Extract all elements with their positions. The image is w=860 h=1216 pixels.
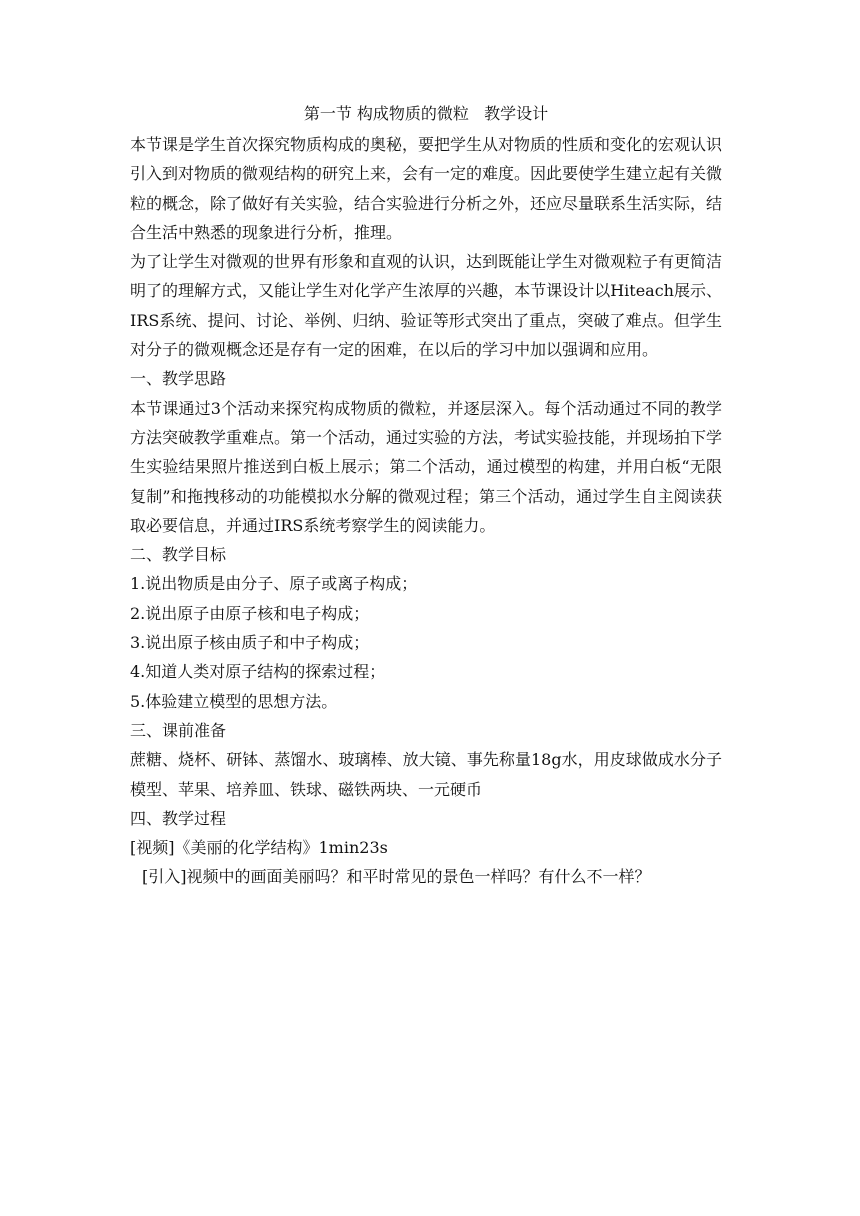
intro-paragraph-1: 本节课是学生首次探究物质构成的奥秘，要把学生从对物质的性质和变化的宏观认识引入到对物质的微观结构的研究上来，会有一定的难度。因此要使学生建立起有关微粒的概念，除了做好有关实验，结合实验进行分析之外，还应尽量联系生活实际，结合生活中熟悉的现象进行分析，推理。 <box>130 135 723 242</box>
goal-item-4: 4.知道人类对原子结构的探索过程； <box>130 662 386 682</box>
goal-item-5: 5.体验建立模型的思想方法。 <box>130 691 338 711</box>
intro-question-line: [引入]视频中的画面美丽吗？和平时常见的景色一样吗？有什么不一样？ <box>142 867 651 887</box>
document-body <box>130 103 722 892</box>
section-heading-teaching-approach: 一、教学思路 <box>130 369 227 389</box>
video-line: [视频]《美丽的化学结构》1min23s <box>130 838 388 858</box>
intro-paragraph-2: 为了让学生对微观的世界有形象和直观的认识，达到既能让学生对微观粒子有更简洁明了的理解方式，又能让学生对化学产生浓厚的兴趣，本节课设计以Hiteach展示、IRS系统、提问、讨论、举例、归纳、验证等形式突出了重点，突破了难点。但学生对分子的微观概念还是存有一定的困难，在以后的学习中加以强调和应用。 <box>130 252 723 360</box>
preparation-paragraph: 蔗糖、烧杯、研钵、蒸馏水、玻璃棒、放大镜、事先称量18g水，用皮球做成水分子模型、苹果、培养皿、铁球、磁铁两块、一元硬币 <box>130 750 722 799</box>
teaching-approach-paragraph: 本节课通过3个活动来探究构成物质的微粒，并逐层深入。每个活动通过不同的教学方法突破教学重难点。第一个活动，通过实验的方法，考试实验技能，并现场拍下学生实验结果照片推送到白板上展示；第二个活动，通过模型的构建，并用白板“无限复制”和拖拽移动的功能模拟水分解的微观过程；第三个活动，通过学生自主阅读获取必要信息，并通过IRS系统考察学生的阅读能力。 <box>130 398 723 535</box>
goal-item-1: 1.说出物质是由分子、原子或离子构成； <box>130 574 418 594</box>
section-heading-teaching-goals: 二、教学目标 <box>130 545 227 565</box>
section-heading-preparation: 三、课前准备 <box>130 720 227 740</box>
goal-item-2: 2.说出原子由原子核和电子构成； <box>130 603 370 623</box>
goal-item-3: 3.说出原子核由质子和中子构成； <box>130 633 370 653</box>
section-heading-teaching-process: 四、教学过程 <box>130 808 227 828</box>
document-title: 第一节 构成物质的微粒 教学设计 <box>303 104 549 123</box>
